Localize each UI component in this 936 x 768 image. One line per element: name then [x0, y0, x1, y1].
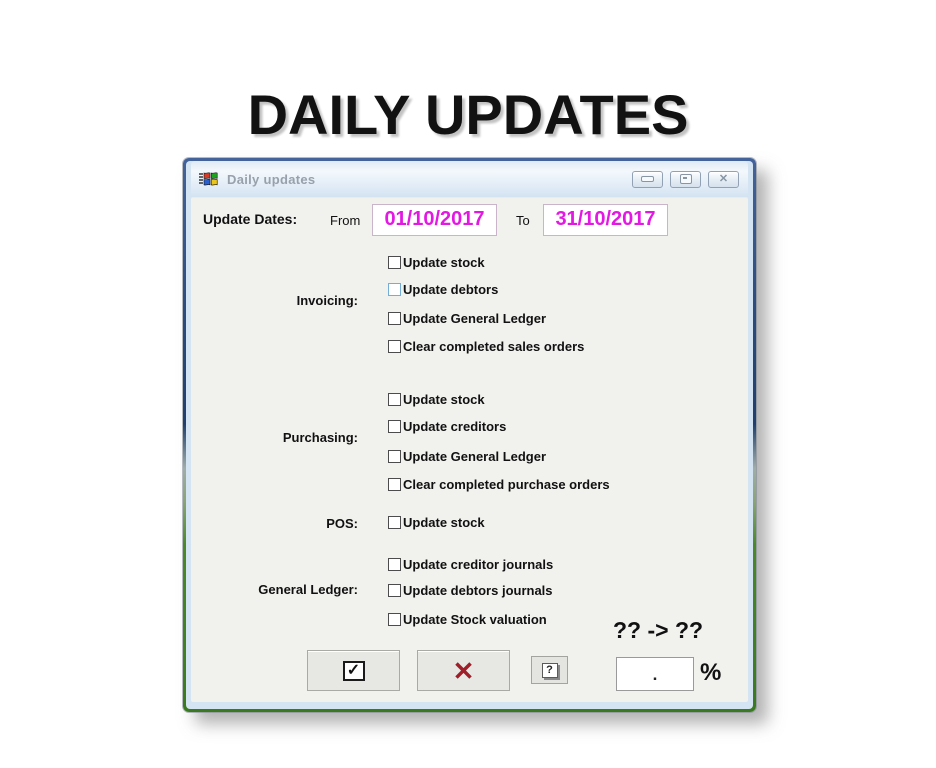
checkbox-icon[interactable]	[388, 478, 401, 491]
section-label-pos: POS:	[326, 516, 358, 531]
checkbox-row[interactable]	[388, 392, 485, 407]
checkbox-label: Update stock	[403, 392, 485, 407]
checkbox-row[interactable]	[388, 557, 553, 572]
checkbox-icon[interactable]	[388, 283, 401, 296]
window-frame	[186, 161, 753, 709]
checkbox-row[interactable]	[388, 583, 553, 598]
section-label-invoicing: Invoicing:	[296, 293, 358, 308]
checkbox-icon[interactable]	[388, 450, 401, 463]
window-controls	[632, 171, 739, 188]
window-titlebar[interactable]	[191, 161, 748, 197]
checkbox-row[interactable]	[388, 515, 485, 530]
maximize-icon	[680, 174, 692, 184]
minimize-icon	[641, 176, 654, 182]
checkbox-icon[interactable]	[388, 312, 401, 325]
checkbox-row[interactable]	[388, 339, 584, 354]
cancel-x-icon: ✕	[452, 655, 475, 686]
minimize-button[interactable]	[632, 171, 663, 188]
checkbox-icon[interactable]	[388, 516, 401, 529]
maximize-button[interactable]	[670, 171, 701, 188]
close-button[interactable]	[708, 171, 739, 188]
page-title: DAILY UPDATES	[247, 82, 689, 146]
checkbox-row[interactable]	[388, 419, 506, 434]
checkbox-label: Update creditors	[403, 419, 507, 434]
cancel-button[interactable]	[417, 650, 510, 691]
checkbox-row[interactable]	[388, 612, 547, 627]
checkbox-row[interactable]	[388, 282, 498, 297]
from-date-input[interactable]: 01/10/2017	[372, 204, 497, 236]
checkbox-icon[interactable]	[388, 256, 401, 269]
checkbox-icon[interactable]	[388, 584, 401, 597]
checkbox-row[interactable]	[388, 255, 485, 270]
window-title: Daily updates	[227, 171, 316, 187]
section-label-purchasing: Purchasing:	[282, 430, 358, 445]
update-dates-label: Update Dates:	[203, 211, 298, 227]
checkbox-icon[interactable]	[388, 340, 401, 353]
ok-button[interactable]	[307, 650, 400, 691]
to-label: To	[516, 213, 530, 228]
from-label: From	[330, 213, 361, 228]
percent-mapping-placeholder: ?? -> ??	[613, 617, 704, 643]
checkbox-label: Clear completed purchase orders	[403, 477, 610, 492]
checkbox-label: Update debtors journals	[403, 583, 553, 598]
checkbox-label: Update debtors	[403, 282, 499, 297]
checkbox-label: Update General Ledger	[403, 311, 547, 326]
checkbox-row[interactable]	[388, 477, 610, 492]
to-date-input[interactable]: 31/10/2017	[543, 204, 668, 236]
checkbox-label: Clear completed sales orders	[403, 339, 585, 354]
checkbox-icon[interactable]	[388, 613, 401, 626]
help-question-icon: ?	[542, 663, 558, 678]
close-icon: ✕	[718, 172, 729, 185]
daily-updates-window	[183, 158, 756, 712]
percent-label: %	[700, 659, 722, 686]
help-button[interactable]	[531, 656, 568, 684]
checkbox-label: Update creditor journals	[403, 557, 554, 572]
checkbox-label: Update stock	[403, 255, 485, 270]
dialog-client-area	[191, 197, 748, 702]
checkbox-label: Update stock	[403, 515, 485, 530]
checkbox-icon[interactable]	[388, 420, 401, 433]
ok-check-icon: ✓	[343, 661, 365, 681]
checkbox-row[interactable]	[388, 449, 546, 464]
checkbox-label: Update Stock valuation	[403, 612, 547, 627]
section-label-general-ledger: General Ledger:	[258, 582, 358, 597]
checkbox-icon[interactable]	[388, 393, 401, 406]
checkbox-icon[interactable]	[388, 558, 401, 571]
checkbox-label: Update General Ledger	[403, 449, 547, 464]
percent-input[interactable]: .	[616, 657, 694, 691]
checkbox-row[interactable]	[388, 311, 546, 326]
windows-logo-icon	[198, 170, 220, 188]
